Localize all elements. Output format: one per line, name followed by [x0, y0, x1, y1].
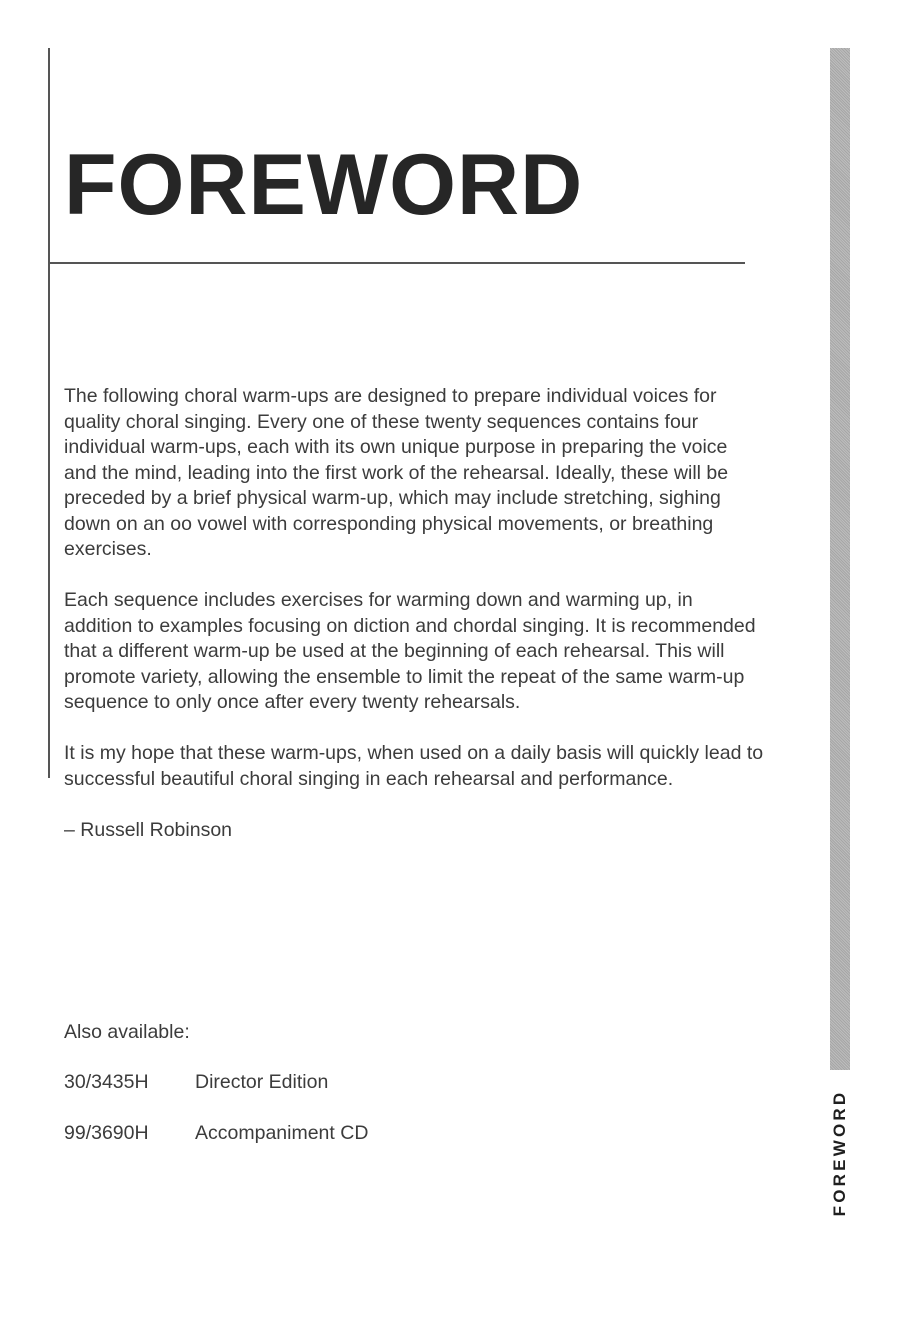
foreword-body: [64, 384, 764, 869]
page-title: FOREWORD: [64, 137, 584, 233]
left-vertical-rule: [48, 48, 50, 778]
side-tab-label: FOREWORD: [830, 1089, 849, 1217]
heading-underline-rule: [48, 262, 745, 264]
edition-title: Director Edition: [195, 1071, 329, 1093]
also-available-label: Also available:: [64, 1021, 190, 1043]
edition-code: 99/3690H: [64, 1122, 149, 1144]
edition-title: Accompaniment CD: [195, 1122, 369, 1144]
side-tab-bar: [830, 48, 850, 1070]
also-available-section: [64, 1020, 368, 1172]
signature: – Russell Robinson: [64, 818, 233, 841]
paragraph: Each sequence includes exercises for warming down and warming up, in addition to examples focusing on diction and chordal singing. It is recommended that a different warm-up be used at the beginning of each rehearsal. This will promote variety, allowing the ensemble to limit the repeat of the same warm-up sequence to only once after every twenty rehearsals.: [64, 589, 756, 713]
edition-row: [64, 1070, 368, 1095]
edition-code: 30/3435H: [64, 1071, 149, 1093]
paragraph: It is my hope that these warm-ups, when used on a daily basis will quickly lead to successful beautiful choral singing in each rehearsal and performance.: [64, 742, 764, 790]
edition-row: [64, 1121, 368, 1146]
paragraph: The following choral warm-ups are designed to prepare individual voices for quality choral singing. Every one of these twenty sequences contains four individual warm-ups, each with its own unique purpose in preparing the voice and the mind, leading into the first work of the rehearsal. Ideally, these will be preceded by a brief physical warm-up, which may include stretching, sighing down on an oo vowel with corresponding physical movements, or breathing exercises.: [64, 385, 729, 560]
